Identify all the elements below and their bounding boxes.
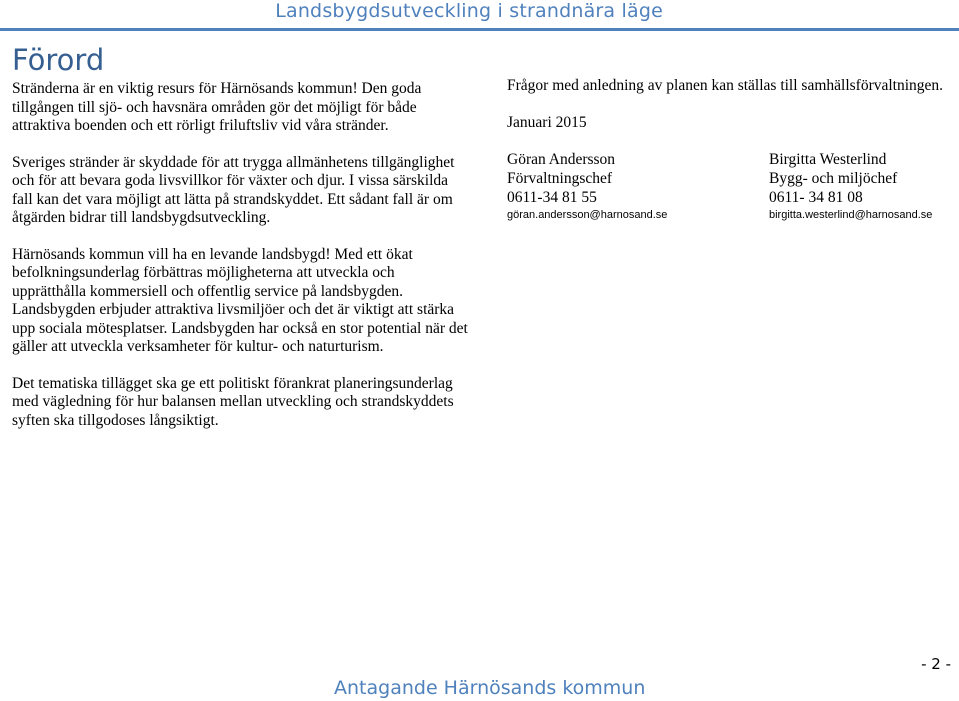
running-header-title: Landsbygdsutveckling i strandnära läge [275, 0, 663, 22]
preface-paragraph-3: Härnösands kommun vill ha en levande landsbygd! Med ett ökat befolkningsunderlag förbättras möjligheterna att utveckla och upprätthålla kommersiell och offentlig service på landsbygden. Landsbygden erbjuder attraktiva livsmiljöer och det är viktigt att stärka upp sociala mötesplatser. Landsbygden har också en stor potential när det gäller att utveckla verksamheter för kultur- och naturturism. [12, 245, 468, 355]
preface-paragraph-2: Sveriges stränder är skyddade för att trygga allmänhetens tillgänglighet och för att bevara goda livsvillkor för växter och djur. I vissa särskilda fall kan det vara möjligt att lätta på strandskyddet. Ett sådant fall är om åtgärden bidrar till landsbygdsutveckling. [12, 153, 455, 226]
signatory-phone: 0611-34 81 55 [507, 189, 597, 206]
signatory-role: Förvaltningschef [507, 170, 613, 187]
signatory-phone: 0611- 34 81 08 [769, 189, 863, 206]
header-rule [0, 28, 959, 31]
preface-column [12, 40, 472, 448]
signatories [507, 150, 947, 230]
questions-note: Frågor med anledning av planen kan ställas till samhällsförvaltningen. [507, 77, 944, 94]
signatory-role: Bygg- och miljöchef [769, 170, 898, 187]
preface-heading: Förord [12, 43, 105, 77]
signatory-2 [769, 150, 932, 223]
signatory-1 [507, 150, 667, 223]
signatory-name: Göran Andersson [507, 151, 616, 168]
signatory-email[interactable]: göran.andersson@harnosand.se [507, 209, 668, 221]
signatory-name: Birgitta Westerlind [769, 151, 887, 168]
page-number: - 2 - [921, 655, 951, 673]
preface-paragraph-1: Stränderna är en viktig resurs för Härnösands kommun! Den goda tillgången till sjö- och havsnära områden gör det möjligt för både attraktiva boenden och ett rörligt friluftsliv vid våra stränder. [12, 80, 422, 134]
signatory-email[interactable]: birgitta.westerlind@harnosand.se [769, 209, 933, 221]
preface-paragraph-4: Det tematiska tillägget ska ge ett politiskt förankrat planeringsunderlag med vägledning för hur balansen mellan utveckling och strandskyddets syften ska tillgodoses långsiktigt. [12, 374, 454, 429]
contact-column [507, 77, 947, 230]
footer-title: Antagande Härnösands kommun [334, 677, 646, 699]
document-date: Januari 2015 [507, 113, 587, 131]
